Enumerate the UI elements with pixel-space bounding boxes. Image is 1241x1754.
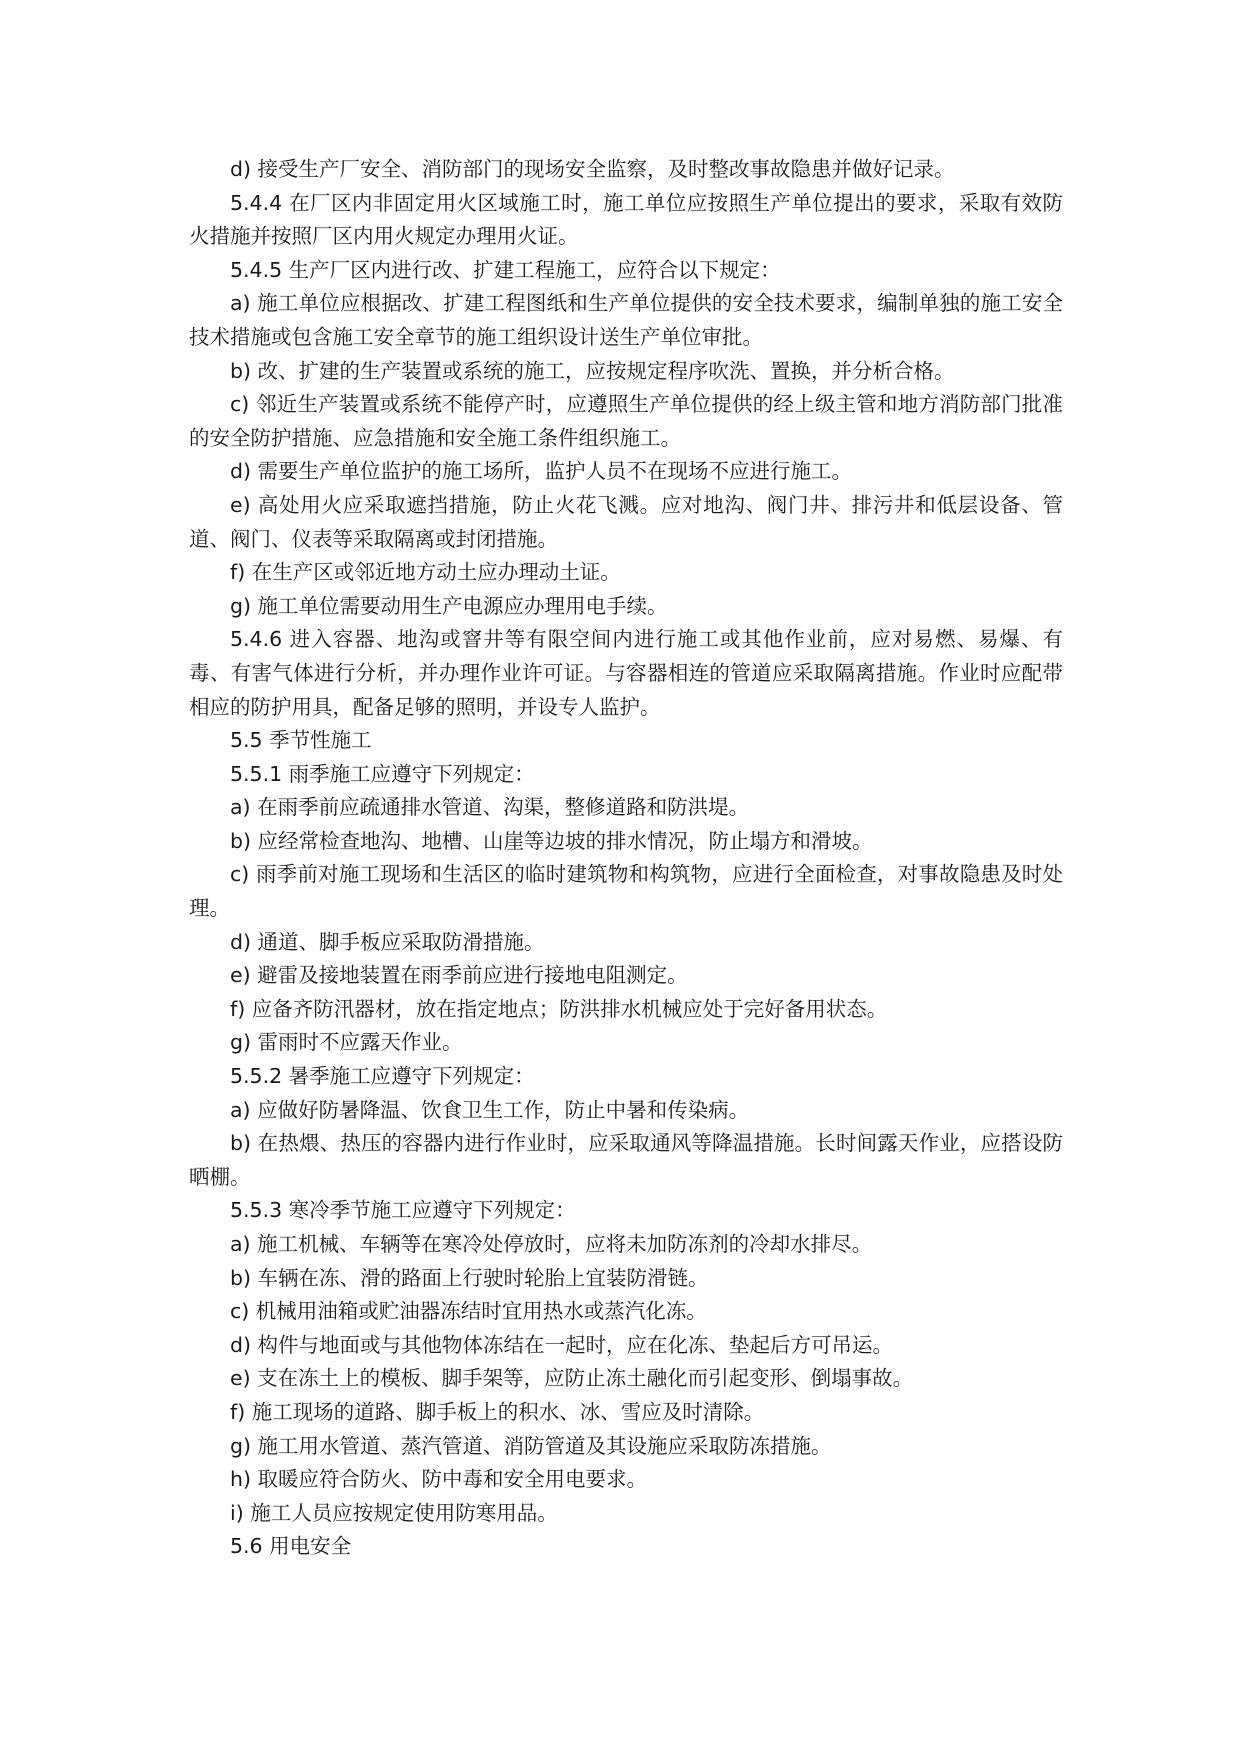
section-heading: 5.5 季节性施工 [230,728,372,753]
list-item: g) 施工单位需要动用生产电源应办理用电手续。 [230,593,668,618]
list-item: d) 需要生产单位监护的施工场所，监护人员不在现场不应进行施工。 [230,459,853,484]
list-item: b) 在热煨、热压的容器内进行作业时，应采取通风等降温措施。长时间露天作业，应搭设防晒棚。 [189,1131,1063,1189]
section-heading: 5.4.5 生产厂区内进行改、扩建工程施工，应符合以下规定： [230,257,781,282]
list-item: d) 通道、脚手板应采取防滑措施。 [230,929,545,954]
list-item: a) 应做好防暑降温、饮食卫生工作，防止中暑和传染病。 [230,1097,750,1122]
section-heading: 5.5.1 雨季施工应遵守下列规定： [230,761,535,786]
document-body [189,153,1063,1564]
section-heading: 5.5.3 寒冷季节施工应遵守下列规定： [230,1198,576,1223]
list-item: b) 改、扩建的生产装置或系统的施工，应按规定程序吹洗、置换，并分析合格。 [230,358,955,383]
list-item: c) 雨季前对施工现场和生活区的临时建筑物和构筑物，应进行全面检查，对事故隐患及时处理。 [189,862,1063,921]
list-item: b) 应经常检查地沟、地槽、山崖等边坡的排水情况，防止塌方和滑坡。 [230,828,873,853]
list-item: g) 施工用水管道、蒸汽管道、消防管道及其设施应采取防冻措施。 [230,1433,832,1458]
list-item: c) 机械用油箱或贮油器冻结时宜用热水或蒸汽化冻。 [230,1299,707,1324]
list-item: d) 构件与地面或与其他物体冻结在一起时，应在化冻、垫起后方可吊运。 [230,1332,894,1357]
list-item: f) 应备齐防汛器材，放在指定地点；防洪排水机械应处于完好备用状态。 [230,996,888,1021]
list-item: a) 在雨季前应疏通排水管道、沟渠，整修道路和防洪堤。 [230,795,750,820]
list-item: a) 施工单位应根据改、扩建工程图纸和生产单位提供的安全技术要求，编制单独的施工安全技术措施或包含施工安全章节的施工组织设计送生产单位审批。 [189,291,1063,349]
list-item: e) 避雷及接地装置在雨季前应进行接地电阻测定。 [230,963,688,988]
section-heading: 5.5.2 暑季施工应遵守下列规定： [230,1064,535,1089]
list-item: h) 取暖应符合防火、防中毒和安全用电要求。 [230,1467,648,1492]
list-item: f) 在生产区或邻近地方动土应办理动土证。 [230,560,621,585]
list-item: e) 支在冻土上的模板、脚手架等，应防止冻土融化而引起变形、倒塌事故。 [230,1366,914,1391]
list-item: i) 施工人员应按规定使用防寒用品。 [230,1500,558,1525]
list-item: f) 施工现场的道路、脚手板上的积水、冰、雪应及时清除。 [230,1399,765,1424]
list-item: a) 施工机械、车辆等在寒冷处停放时，应将未加防冻剂的冷却水排尽。 [230,1232,873,1256]
section-heading: 5.6 用电安全 [230,1534,352,1559]
list-item: e) 高处用火应采取遮挡措施，防止火花飞溅。应对地沟、阀门井、排污井和低层设备、管道、阀门、仪表等采取隔离或封闭措施。 [189,492,1063,551]
paragraph: d) 接受生产厂安全、消防部门的现场安全监察，及时整改事故隐患并做好记录。 [230,157,955,181]
section-paragraph: 5.4.6 进入容器、地沟或窨井等有限空间内进行施工或其他作业前，应对易燃、易爆、有毒、有害气体进行分析，并办理作业许可证。与容器相连的管道应采取隔离措施。作业时应配带相应的防护用具，配备足够的照明，并设专人监护。 [189,627,1063,719]
list-item: c) 邻近生产装置或系统不能停产时，应遵照生产单位提供的经上级主管和地方消防部门批准的安全防护措施、应急措施和安全施工条件组织施工。 [189,392,1063,450]
section-paragraph: 5.4.4 在厂区内非固定用火区域施工时，施工单位应按照生产单位提出的要求，采取有效防火措施并按照厂区内用火规定办理用火证。 [189,190,1063,249]
list-item: b) 车辆在冻、滑的路面上行驶时轮胎上宜装防滑链。 [230,1265,709,1290]
list-item: g) 雷雨时不应露天作业。 [230,1030,463,1055]
